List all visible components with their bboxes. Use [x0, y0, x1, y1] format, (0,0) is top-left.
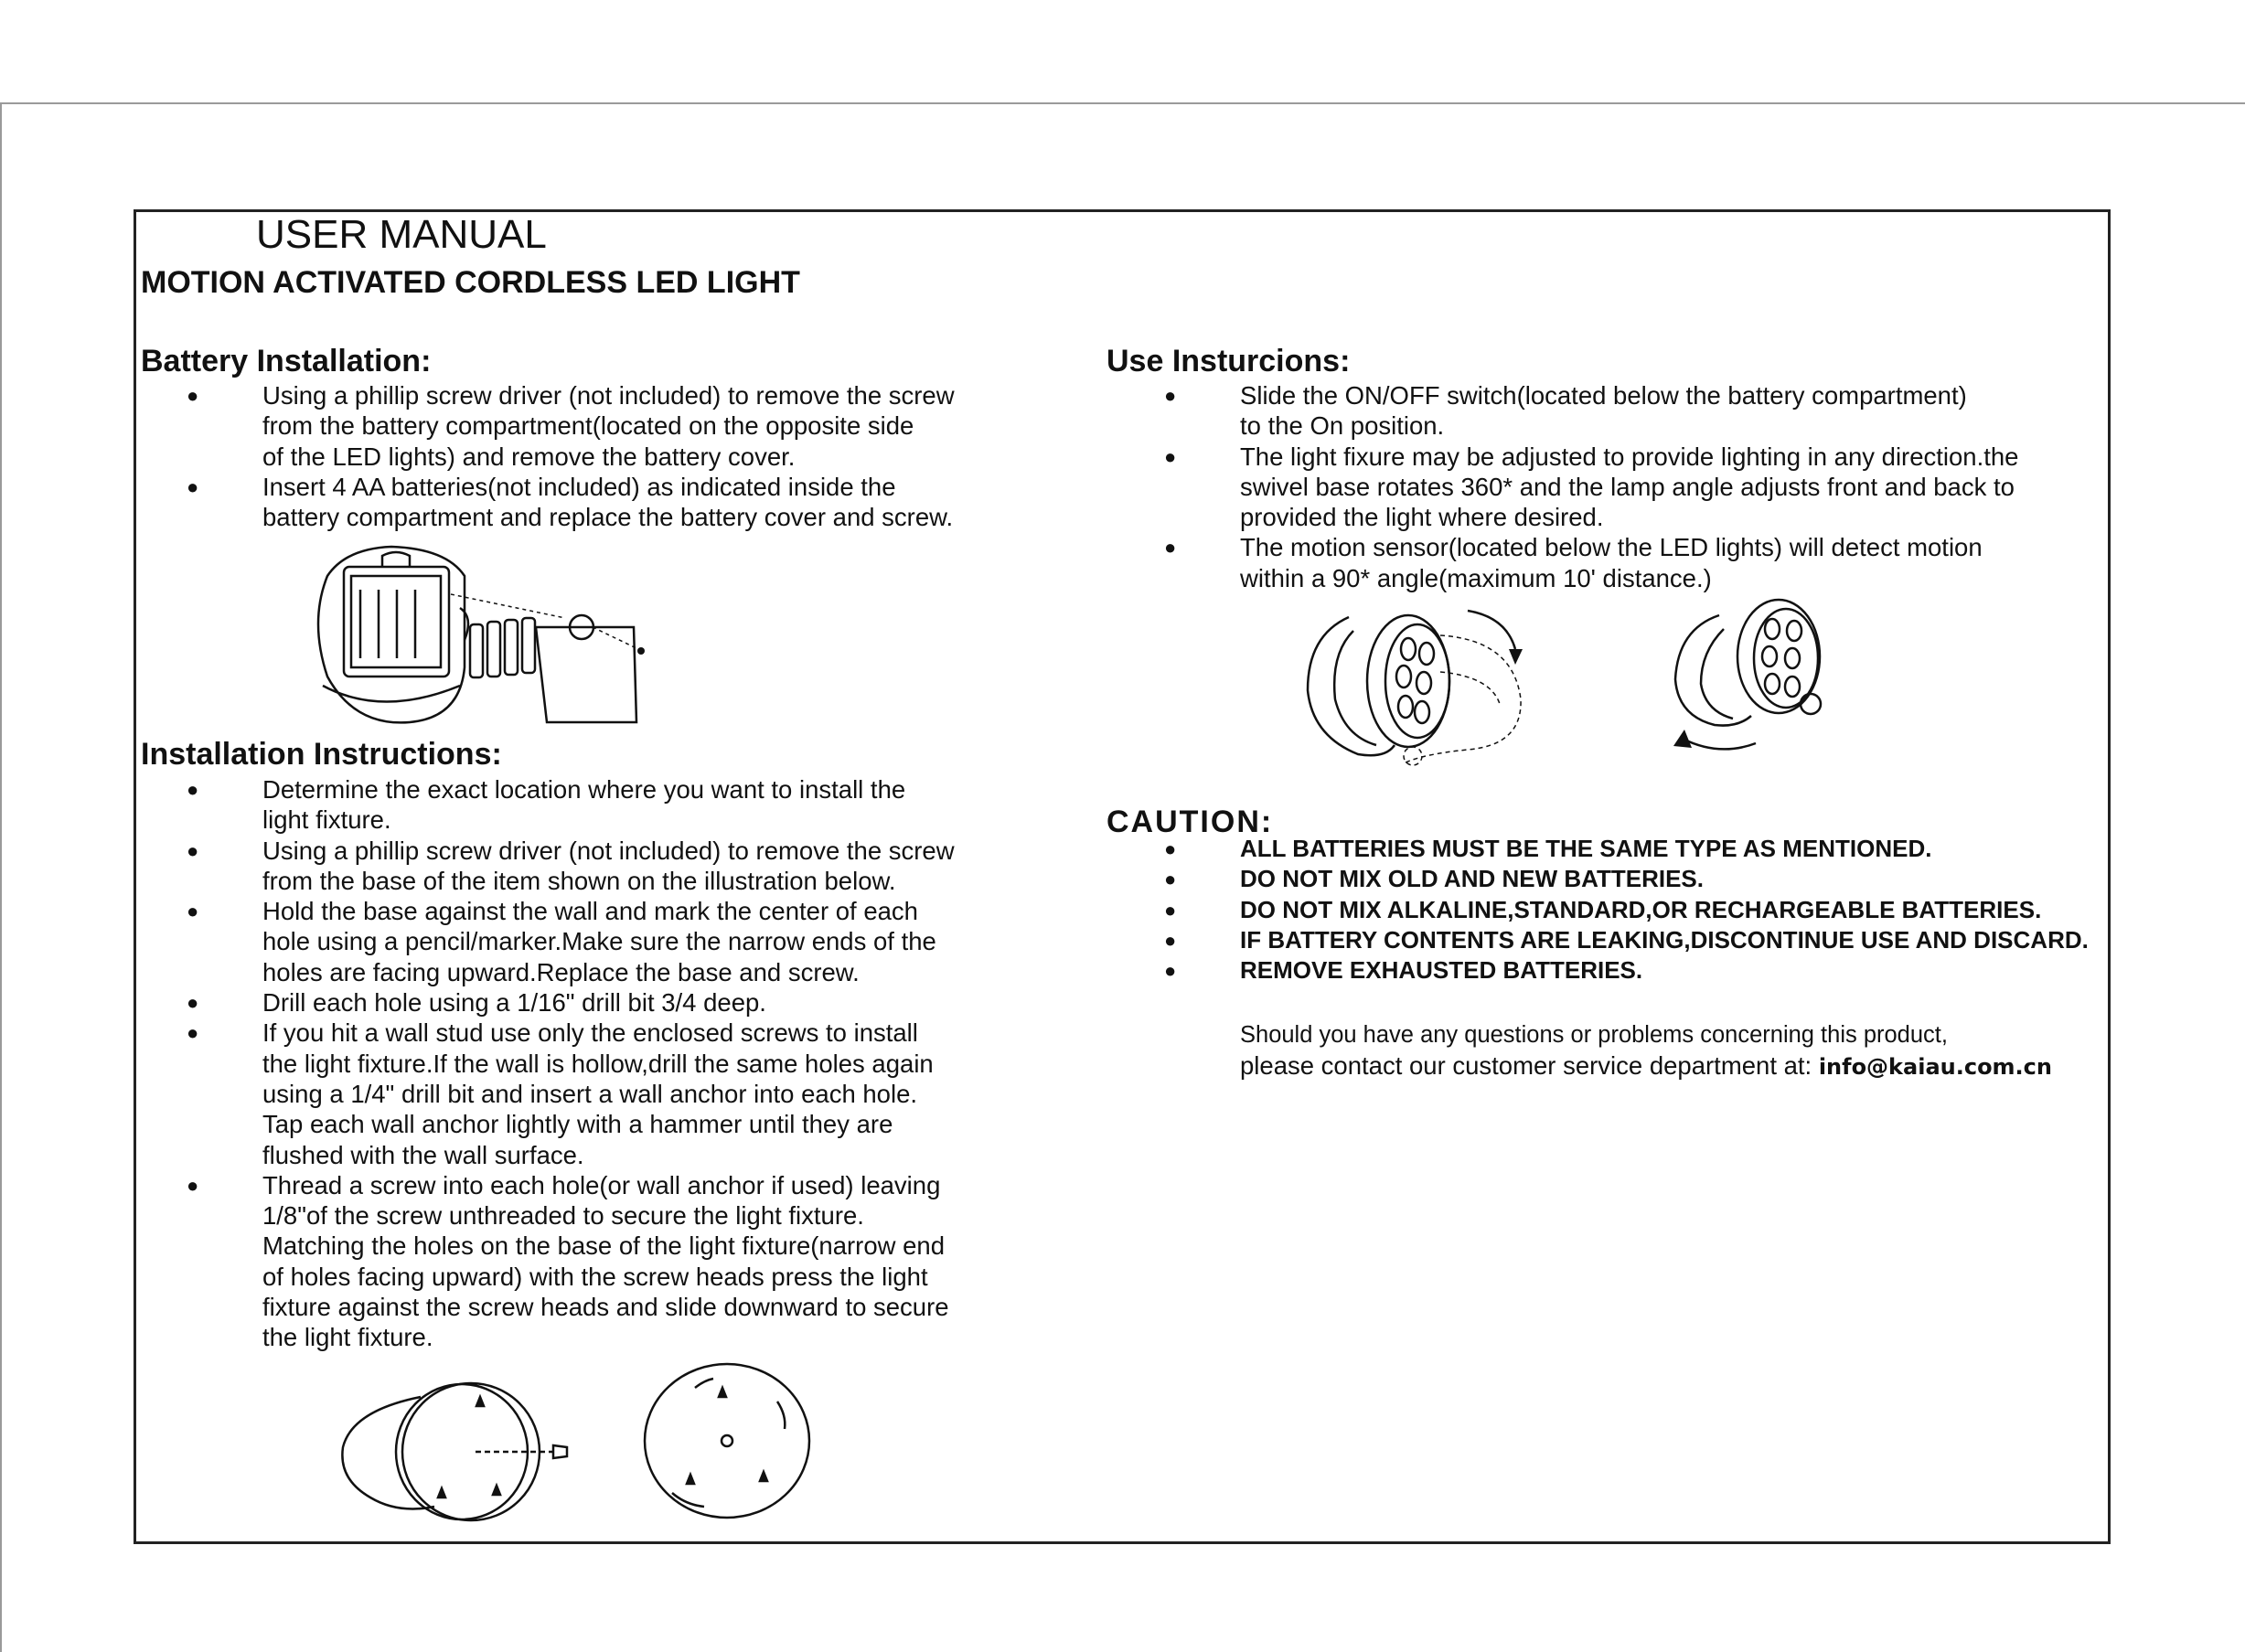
- bullet-icon: ●: [187, 778, 199, 801]
- caution-item: ● REMOVE EXHAUSTED BATTERIES.: [1240, 955, 2089, 986]
- bullet-icon: ●: [187, 991, 199, 1015]
- installation-step: ● If you hit a wall stud use only the enclosed screws to install the light fixture.If the wall is hollow,drill the same holes again using a 1/4" drill bit and insert a wall anchor into each hole. Tap each wall anchor lightly with a hammer until they are flushed with the wall surface.: [187, 1018, 934, 1169]
- battery-step: ● Insert 4 AA batteries(not included) as indicated inside the battery compartment and replace the battery cover and screw.: [187, 472, 954, 532]
- contact-line-2-text: please contact our customer service department at:: [1240, 1051, 1819, 1080]
- light-tilt-illustration: [1303, 599, 1541, 768]
- installation-steps: [187, 774, 955, 1353]
- caution-list: [1164, 834, 2089, 986]
- caution-heading: CAUTION:: [1106, 805, 1274, 839]
- bullet-icon: ●: [187, 900, 199, 923]
- mount-base-front-illustration: [640, 1360, 814, 1520]
- caution-item: ● IF BATTERY CONTENTS ARE LEAKING,DISCONTINUE USE AND DISCARD.: [1240, 925, 2089, 955]
- battery-steps: [187, 380, 955, 532]
- caution-item: ● DO NOT MIX OLD AND NEW BATTERIES.: [1240, 864, 2089, 894]
- battery-heading: Battery Installation:: [141, 344, 432, 378]
- bullet-icon: ●: [1164, 959, 1177, 983]
- bullet-icon: ●: [1164, 536, 1177, 560]
- bullet-icon: ●: [187, 384, 199, 407]
- caution-item: ● DO NOT MIX ALKALINE,STANDARD,OR RECHARGEABLE BATTERIES.: [1240, 895, 2089, 925]
- installation-heading: Installation Instructions:: [141, 737, 502, 772]
- contact-block: [1240, 1019, 2052, 1082]
- installation-step: ● Thread a screw into each hole(or wall anchor if used) leaving 1/8"of the screw unthreaded to secure the light fixture. Matching the holes on the base of the light fixture(narrow end of holes facing upward) with the screw heads press the light fixture against the screw heads and slide downward to secure the light fixture.: [187, 1170, 949, 1352]
- bullet-icon: ●: [1164, 384, 1177, 407]
- installation-step: ● Using a phillip screw driver (not included) to remove the screw from the base of the item shown on the illustration below.: [187, 836, 955, 895]
- bullet-icon: ●: [187, 838, 199, 862]
- bullet-icon: ●: [1164, 444, 1177, 468]
- bullet-icon: ●: [1164, 837, 1177, 860]
- contact-email: info@kaiau.com.cn: [1818, 1054, 2052, 1080]
- manual-subtitle: MOTION ACTIVATED CORDLESS LED LIGHT: [141, 265, 800, 300]
- manual-title: USER MANUAL: [256, 212, 547, 257]
- mount-base-side-illustration: [334, 1379, 590, 1525]
- bullet-icon: ●: [187, 1021, 199, 1045]
- bullet-icon: ●: [1164, 898, 1177, 922]
- contact-line-1: Should you have any questions or problems concerning this product,: [1240, 1022, 1948, 1048]
- light-swivel-illustration: [1664, 592, 1847, 762]
- caution-item: ● ALL BATTERIES MUST BE THE SAME TYPE AS MENTIONED.: [1240, 834, 2089, 864]
- battery-step: ● Using a phillip screw driver (not included) to remove the screw from the battery compartment(located on the opposite side of the LED lights) and remove the battery cover.: [187, 381, 955, 471]
- contact-line-2: [1240, 1050, 2052, 1082]
- use-heading: Use Insturcions:: [1106, 344, 1351, 378]
- bullet-icon: ●: [187, 474, 199, 498]
- bullet-icon: ●: [1164, 868, 1177, 891]
- bullet-icon: ●: [1164, 928, 1177, 952]
- installation-step: ● Hold the base against the wall and mark the center of each hole using a pencil/marker.Make sure the narrow ends of the holes are facing upward.Replace the base and screw.: [187, 897, 936, 986]
- use-step: ● The light fixure may be adjusted to provide lighting in any direction.the swivel base rotates 360* and the lamp angle adjusts front and back to provided the light where desired.: [1164, 442, 2019, 532]
- installation-step: ● Drill each hole using a 1/16" drill bit 3/4 deep.: [187, 988, 766, 1018]
- use-step: ● The motion sensor(located below the LED lights) will detect motion within a 90* angle(maximum 10' distance.): [1164, 533, 1983, 592]
- battery-illustration: [291, 539, 657, 741]
- bullet-icon: ●: [187, 1173, 199, 1197]
- use-step: ● Slide the ON/OFF switch(located below the battery compartment) to the On position.: [1164, 381, 1967, 441]
- installation-step: ● Determine the exact location where you want to install the light fixture.: [187, 775, 906, 835]
- use-steps: [1164, 380, 2019, 593]
